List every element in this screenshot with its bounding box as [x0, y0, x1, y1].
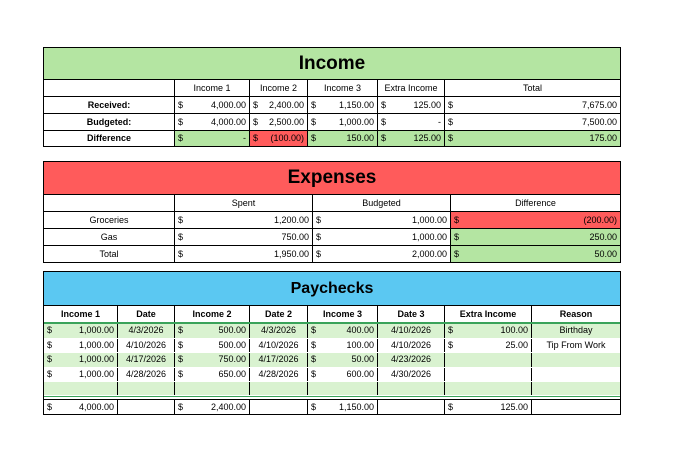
- paychecks-col-header: Date: [118, 306, 175, 322]
- currency-symbol: $: [178, 401, 184, 412]
- row-label[interactable]: Budgeted:: [44, 114, 175, 130]
- budgeted-cell[interactable]: [313, 246, 451, 262]
- extra-income-cell[interactable]: [445, 368, 532, 382]
- income-cell[interactable]: [308, 353, 378, 367]
- amount: 100.00: [346, 339, 374, 350]
- date-cell[interactable]: 4/10/2026: [250, 339, 308, 353]
- income-cell[interactable]: [378, 97, 445, 113]
- currency-symbol: $: [253, 99, 259, 110]
- expenses-corner-cell: [44, 195, 175, 211]
- extra-income-cell[interactable]: [445, 339, 532, 353]
- income-cell[interactable]: [250, 114, 308, 130]
- amount: 100.00: [500, 325, 528, 336]
- amount: 1,000.00: [78, 325, 114, 336]
- income-cell[interactable]: [308, 324, 378, 338]
- amount: 1,000.00: [338, 116, 374, 127]
- total-cell[interactable]: [175, 400, 250, 414]
- amount: 1,000.00: [78, 339, 114, 350]
- paycheck-row: [44, 324, 620, 339]
- currency-symbol: $: [253, 116, 259, 127]
- paychecks-title: Paychecks: [290, 279, 374, 297]
- amount: 25.00: [505, 339, 528, 350]
- expenses-col-header: Spent: [175, 195, 313, 211]
- currency-symbol: $: [448, 133, 454, 143]
- income-col-header: Income 3: [308, 80, 378, 96]
- currency-symbol: $: [253, 133, 259, 143]
- amount: 7,675.00: [581, 99, 617, 110]
- income-header-row: [44, 80, 620, 97]
- extra-income-cell[interactable]: [445, 353, 532, 367]
- income-cell[interactable]: [44, 339, 118, 353]
- empty-cell[interactable]: [445, 382, 532, 395]
- paychecks-col-header: Income 3: [308, 306, 378, 322]
- paychecks-col-header: Income 1: [44, 306, 118, 322]
- expenses-header-row: [44, 195, 620, 212]
- date-cell[interactable]: 4/28/2026: [118, 368, 175, 382]
- income-cell[interactable]: [175, 97, 250, 113]
- amount: 500.00: [218, 339, 246, 350]
- amount: 1,150.00: [338, 99, 374, 110]
- currency-symbol: $: [311, 368, 317, 379]
- amount: 600.00: [346, 368, 374, 379]
- currency-symbol: $: [178, 339, 184, 350]
- amount: 400.00: [346, 325, 374, 336]
- amount: 1,000.00: [78, 368, 114, 379]
- row-label[interactable]: Received:: [44, 97, 175, 113]
- paychecks-header-row: [44, 306, 620, 324]
- amount: (100.00): [270, 133, 304, 143]
- income-cell[interactable]: [308, 368, 378, 382]
- currency-symbol: $: [311, 99, 317, 110]
- currency-symbol: $: [47, 354, 53, 365]
- paycheck-row: [44, 368, 620, 383]
- income-cell[interactable]: [250, 97, 308, 113]
- amount: 125.00: [413, 133, 441, 143]
- difference-total-cell[interactable]: [445, 131, 620, 146]
- income-col-header: Extra Income: [378, 80, 445, 96]
- reason-cell[interactable]: Birthday: [559, 325, 593, 336]
- currency-symbol: $: [47, 368, 53, 379]
- difference-cell[interactable]: [451, 212, 620, 228]
- currency-symbol: $: [448, 325, 454, 336]
- total-cell[interactable]: [308, 400, 378, 414]
- amount: 175.00: [589, 133, 617, 143]
- expenses-col-header: Budgeted: [313, 195, 451, 211]
- income-col-header: Income 2: [250, 80, 308, 96]
- amount: 2,500.00: [268, 116, 304, 127]
- amount: 650.00: [218, 368, 246, 379]
- amount: 150.00: [346, 133, 374, 143]
- empty-cell[interactable]: [532, 382, 620, 395]
- paychecks-totals-row: [44, 400, 620, 414]
- difference-cell[interactable]: [451, 246, 620, 262]
- paycheck-row-empty: [44, 382, 620, 396]
- amount: 4,000.00: [210, 99, 246, 110]
- amount: 1,000.00: [411, 231, 447, 242]
- currency-symbol: $: [316, 231, 322, 242]
- currency-symbol: $: [178, 325, 184, 336]
- budgeted-cell[interactable]: [313, 229, 451, 245]
- amount: 250.00: [589, 231, 617, 242]
- amount: 125.00: [500, 401, 528, 412]
- currency-symbol: $: [178, 116, 184, 127]
- paychecks-col-header: Reason: [559, 308, 593, 319]
- paychecks-title-band: [44, 272, 620, 306]
- empty-cell[interactable]: [118, 382, 175, 395]
- amount: -: [243, 133, 246, 143]
- row-label[interactable]: Total: [44, 246, 175, 262]
- amount: 1,150.00: [338, 401, 374, 412]
- currency-symbol: $: [381, 99, 387, 110]
- income-cell[interactable]: [175, 339, 250, 353]
- currency-symbol: $: [448, 401, 454, 412]
- currency-symbol: $: [311, 116, 317, 127]
- amount: 1,000.00: [78, 354, 114, 365]
- reason-cell[interactable]: Tip From Work: [546, 339, 606, 350]
- currency-symbol: $: [311, 354, 317, 365]
- currency-symbol: $: [311, 325, 317, 336]
- date-cell[interactable]: 4/30/2026: [378, 368, 445, 382]
- expenses-table: [43, 161, 621, 263]
- date-cell[interactable]: 4/17/2026: [118, 353, 175, 367]
- extra-income-cell[interactable]: [445, 324, 532, 338]
- income-cell[interactable]: [44, 368, 118, 382]
- income-total-cell[interactable]: [445, 97, 620, 113]
- paychecks-col-header: Extra Income: [445, 306, 532, 322]
- expenses-row-groceries: [44, 212, 620, 229]
- income-row-budgeted: [44, 114, 620, 131]
- difference-cell[interactable]: [451, 229, 620, 245]
- spent-cell[interactable]: [175, 229, 313, 245]
- amount: 4,000.00: [78, 401, 114, 412]
- currency-symbol: $: [311, 339, 317, 350]
- income-title: Income: [298, 52, 366, 74]
- reason-cell[interactable]: [532, 353, 620, 367]
- currency-symbol: $: [311, 133, 317, 143]
- date-cell[interactable]: 4/3/2026: [118, 324, 175, 338]
- expenses-row-gas: [44, 229, 620, 246]
- currency-symbol: $: [178, 368, 184, 379]
- currency-symbol: $: [448, 99, 454, 110]
- currency-symbol: $: [381, 116, 387, 127]
- amount: 2,000.00: [411, 248, 447, 259]
- income-table: [43, 47, 621, 147]
- currency-symbol: $: [454, 214, 460, 225]
- expenses-title-band: [44, 162, 620, 195]
- empty-cell[interactable]: [118, 400, 175, 414]
- currency-symbol: $: [178, 354, 184, 365]
- date-cell[interactable]: 4/3/2026: [250, 324, 308, 338]
- row-label[interactable]: Gas: [44, 229, 175, 245]
- amount: 1,950.00: [273, 248, 309, 259]
- date-cell[interactable]: 4/28/2026: [250, 368, 308, 382]
- empty-cell[interactable]: [250, 400, 308, 414]
- income-cell[interactable]: [308, 114, 378, 130]
- income-cell[interactable]: [175, 324, 250, 338]
- amount: 2,400.00: [268, 99, 304, 110]
- amount: 7,500.00: [581, 116, 617, 127]
- currency-symbol: $: [178, 248, 184, 259]
- amount: 50.00: [594, 248, 617, 259]
- paychecks-col-header: Income 2: [175, 306, 250, 322]
- currency-symbol: $: [448, 339, 454, 350]
- currency-symbol: $: [454, 231, 460, 242]
- date-cell[interactable]: 4/10/2026: [118, 339, 175, 353]
- currency-symbol: $: [178, 99, 184, 110]
- income-cell[interactable]: [44, 324, 118, 338]
- currency-symbol: $: [316, 248, 322, 259]
- expenses-col-header: Difference: [515, 197, 556, 208]
- row-label[interactable]: Groceries: [44, 212, 175, 228]
- income-cell[interactable]: [175, 353, 250, 367]
- difference-cell[interactable]: [378, 131, 445, 146]
- difference-cell[interactable]: [308, 131, 378, 146]
- income-cell[interactable]: [308, 97, 378, 113]
- income-cell[interactable]: [44, 353, 118, 367]
- difference-cell[interactable]: [250, 131, 308, 146]
- date-cell[interactable]: 4/10/2026: [378, 339, 445, 353]
- income-cell[interactable]: [378, 114, 445, 130]
- paycheck-row: [44, 353, 620, 368]
- empty-cell[interactable]: [378, 382, 445, 395]
- income-row-received: [44, 97, 620, 114]
- expenses-title: Expenses: [287, 167, 377, 188]
- date-cell[interactable]: 4/10/2026: [378, 324, 445, 338]
- income-title-band: [44, 48, 620, 80]
- date-cell[interactable]: 4/23/2026: [378, 353, 445, 367]
- income-col-header: Total: [522, 82, 542, 93]
- currency-symbol: $: [454, 248, 460, 259]
- paychecks-col-header: Date 3: [378, 306, 445, 322]
- total-cell[interactable]: [44, 400, 118, 414]
- amount: (200.00): [583, 214, 617, 225]
- amount: -: [438, 116, 441, 127]
- empty-cell[interactable]: [250, 382, 308, 395]
- income-cell[interactable]: [175, 368, 250, 382]
- amount: 4,000.00: [210, 116, 246, 127]
- paycheck-row: [44, 339, 620, 354]
- currency-symbol: $: [47, 339, 53, 350]
- paychecks-table: [43, 271, 621, 415]
- empty-cell[interactable]: [308, 382, 378, 395]
- currency-symbol: $: [316, 214, 322, 225]
- amount: 750.00: [218, 354, 246, 365]
- empty-cell[interactable]: [532, 400, 620, 414]
- spent-cell[interactable]: [175, 212, 313, 228]
- amount: 50.00: [351, 354, 374, 365]
- expenses-row-total: [44, 246, 620, 262]
- currency-symbol: $: [178, 214, 184, 225]
- spent-cell[interactable]: [175, 246, 313, 262]
- currency-symbol: $: [381, 133, 387, 143]
- amount: 750.00: [281, 231, 309, 242]
- empty-cell[interactable]: [44, 382, 118, 395]
- currency-symbol: $: [47, 325, 53, 336]
- reason-cell[interactable]: [532, 368, 620, 382]
- income-col-header: Income 1: [175, 80, 250, 96]
- date-cell[interactable]: 4/17/2026: [250, 353, 308, 367]
- currency-symbol: $: [178, 231, 184, 242]
- amount: 500.00: [218, 325, 246, 336]
- amount: 1,000.00: [411, 214, 447, 225]
- currency-symbol: $: [448, 116, 454, 127]
- income-cell[interactable]: [308, 339, 378, 353]
- income-cell[interactable]: [175, 114, 250, 130]
- currency-symbol: $: [47, 401, 53, 412]
- income-total-cell[interactable]: [445, 114, 620, 130]
- difference-cell[interactable]: [175, 131, 250, 146]
- row-label[interactable]: Difference: [44, 131, 175, 146]
- paychecks-col-header: Date 2: [250, 306, 308, 322]
- total-cell[interactable]: [445, 400, 532, 414]
- currency-symbol: $: [311, 401, 317, 412]
- currency-symbol: $: [178, 133, 184, 143]
- amount: 1,200.00: [273, 214, 309, 225]
- income-corner-cell: [44, 80, 175, 96]
- income-row-difference: [44, 131, 620, 146]
- amount: 125.00: [413, 99, 441, 110]
- amount: 2,400.00: [210, 401, 246, 412]
- empty-cell[interactable]: [175, 382, 250, 395]
- budgeted-cell[interactable]: [313, 212, 451, 228]
- empty-cell[interactable]: [378, 400, 445, 414]
